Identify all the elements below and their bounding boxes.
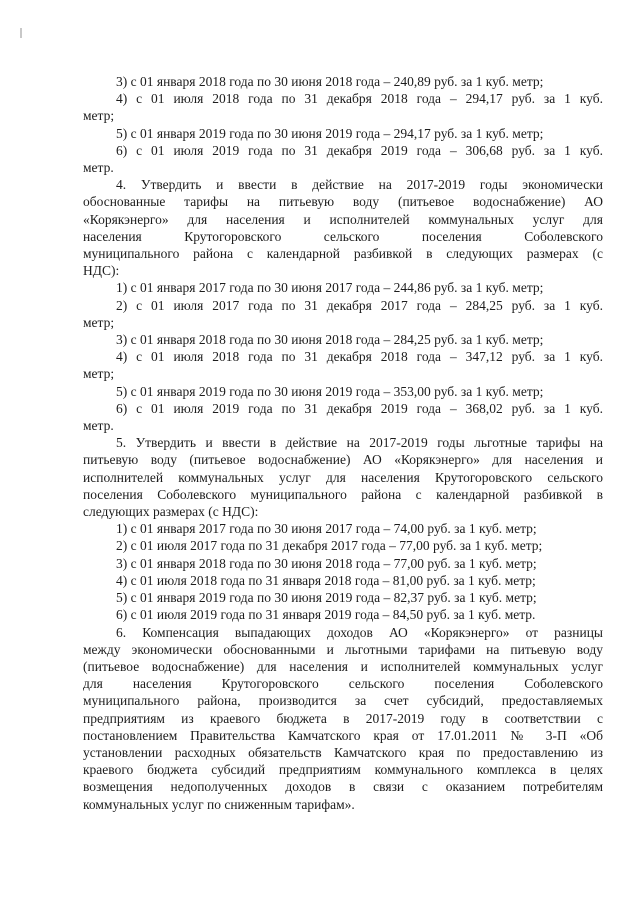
paragraph-6-text: установлении расходных обязательств Камчатского края по предоставлению из — [83, 744, 603, 760]
paragraph-6-text: краевого бюджета субсидий предприятиям коммунального комплекса в целях — [83, 762, 603, 778]
paragraph-5-text: следующих размерах (с НДС): — [83, 504, 259, 520]
tariff-line: 2) с 01 июля 2017 года по 31 декабря 2017 года – 77,00 руб. за 1 куб. метр; — [116, 538, 543, 554]
tariff-line: 6) с 01 июля 2019 года по 31 января 2019 года – 84,50 руб. за 1 куб. метр. — [116, 607, 536, 623]
tariff-line: 3) с 01 января 2018 года по 30 июня 2018 года – 284,25 руб. за 1 куб. метр; — [116, 332, 544, 348]
paragraph-6-text: для населения Крутогоровского сельского поселения Соболевского — [83, 676, 603, 692]
paragraph-5-text: исполнителей коммунальных услуг для населения Крутогоровского сельского — [83, 469, 603, 485]
tariff-line: 1) с 01 января 2017 года по 30 июня 2017 года – 244,86 руб. за 1 куб. метр; — [116, 280, 544, 296]
tariff-line: 5) с 01 января 2019 года по 30 июня 2019 года – 353,00 руб. за 1 куб. метр; — [116, 383, 544, 399]
paragraph-6-text: (питьевое водоснабжение) для населения и исполнителей коммунальных услуг — [83, 658, 603, 674]
tariff-line: 4) с 01 июля 2018 года по 31 января 2018 года – 81,00 руб. за 1 куб. метр; — [116, 572, 536, 588]
paragraph-6-text: возмещения недополученных доходов в связи с оказанием потребителям — [83, 779, 603, 795]
paragraph-4-text: муниципального района с календарной разбивкой в следующих размерах (с — [83, 246, 603, 262]
paragraph-4-text: НДС): — [83, 263, 120, 279]
paragraph-4-text: «Корякэнерго» для населения и исполнителей коммунальных услуг для — [83, 211, 603, 227]
paragraph-6-text: предприятиям из краевого бюджета в 2017-2019 году в соответствии с — [83, 710, 603, 726]
tariff-line-continuation: метр; — [83, 108, 115, 124]
paragraph-6-text: 6. Компенсация выпадающих доходов АО «Корякэнерго» от разницы — [116, 624, 603, 640]
paragraph-5-text: поселения Соболевского муниципального района с календарной разбивкой в — [83, 486, 603, 502]
tariff-line-continuation: метр; — [83, 366, 115, 382]
document-body — [83, 73, 603, 813]
tariff-line: 4) с 01 июля 2018 года по 31 декабря 2018 года – 347,12 руб. за 1 куб. — [116, 349, 603, 365]
tariff-line: 1) с 01 января 2017 года по 30 июня 2017 года – 74,00 руб. за 1 куб. метр; — [116, 521, 537, 537]
tariff-line: 6) с 01 июля 2019 года по 31 декабря 2019 года – 368,02 руб. за 1 куб. — [116, 400, 603, 416]
paragraph-6-text: между экономически обоснованными и льготными тарифами на питьевую воду — [83, 641, 603, 657]
paragraph-4-text: 4. Утвердить и ввести в действие на 2017-2019 годы экономически — [116, 177, 603, 193]
paragraph-6-text: постановлением Правительства Камчатского края от 17.01.2011 № 3-П «Об — [83, 727, 603, 743]
paragraph-6-text: муниципального района, производится за счет субсидий, предоставляемых — [83, 693, 603, 709]
paragraph-6-text: коммунальных услуг по сниженным тарифам». — [83, 796, 355, 812]
tariff-line: 4) с 01 июля 2018 года по 31 декабря 2018 года – 294,17 руб. за 1 куб. — [116, 91, 603, 107]
paragraph-5-text: питьевую воду (питьевое водоснабжение) АО «Корякэнерго» для населения и — [83, 452, 603, 468]
paragraph-5-text: 5. Утвердить и ввести в действие на 2017-2019 годы льготные тарифы на — [116, 435, 603, 451]
tariff-line: 5) с 01 января 2019 года по 30 июня 2019 года – 294,17 руб. за 1 куб. метр; — [116, 125, 544, 141]
tariff-line: 2) с 01 июля 2017 года по 31 декабря 2017 года – 284,25 руб. за 1 куб. — [116, 297, 603, 313]
tariff-line: 6) с 01 июля 2019 года по 31 декабря 2019 года – 306,68 руб. за 1 куб. — [116, 142, 603, 158]
paragraph-4-text: обоснованные тарифы на питьевую воду (питьевое водоснабжение) АО — [83, 194, 603, 210]
tariff-line-continuation: метр. — [83, 160, 114, 176]
tariff-line-continuation: метр; — [83, 314, 115, 330]
paragraph-4-text: населения Крутогоровского сельского поселения Соболевского — [83, 228, 603, 244]
tariff-line: 3) с 01 января 2018 года по 30 июня 2018 года – 240,89 руб. за 1 куб. метр; — [116, 74, 544, 89]
tariff-line: 3) с 01 января 2018 года по 30 июня 2018 года – 77,00 руб. за 1 куб. метр; — [116, 555, 537, 571]
scan-margin-mark — [20, 28, 22, 38]
tariff-line: 5) с 01 января 2019 года по 30 июня 2019 года – 82,37 руб. за 1 куб. метр; — [116, 590, 537, 606]
tariff-line-continuation: метр. — [83, 418, 114, 434]
